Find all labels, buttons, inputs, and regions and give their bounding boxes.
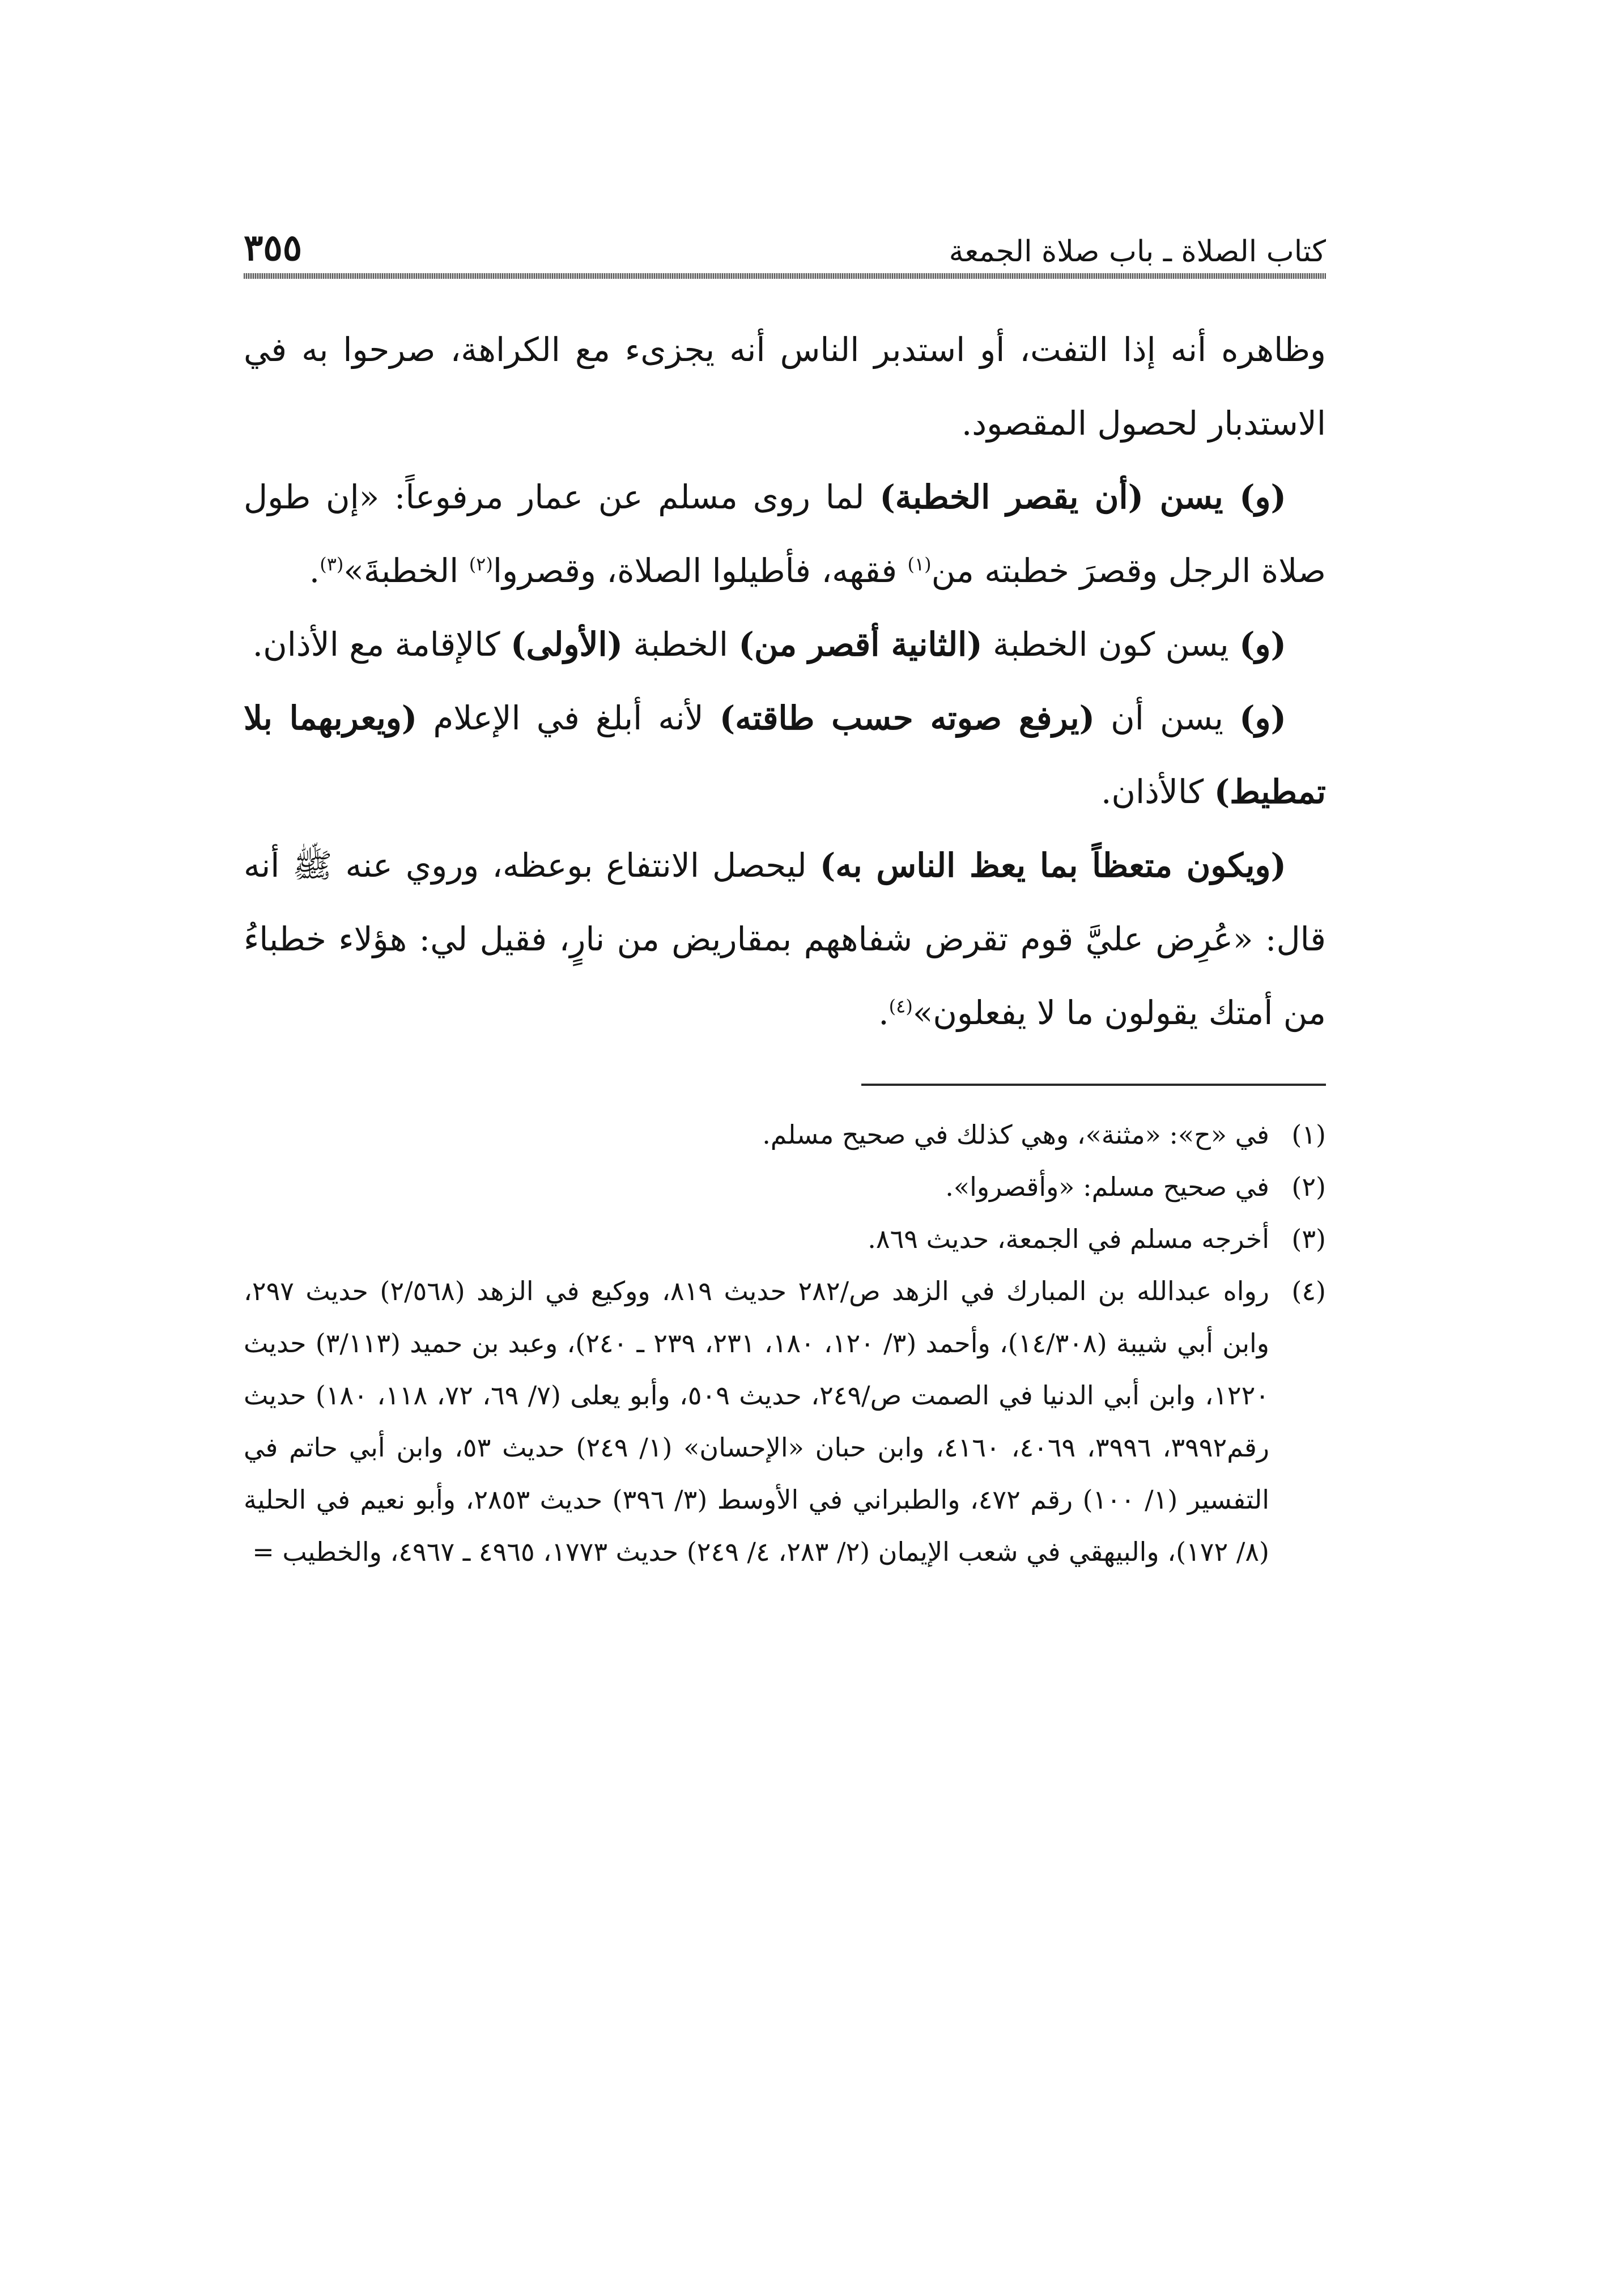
page-header bbox=[244, 215, 1326, 269]
paragraph bbox=[244, 681, 1326, 829]
commentary-text: يسن أن bbox=[1095, 699, 1240, 737]
footnote-number: (١) bbox=[1291, 1119, 1326, 1150]
matn-text: (ويعربهما بلا تمطيط) bbox=[244, 699, 1326, 811]
matn-text: (و) bbox=[1239, 625, 1286, 664]
footnote bbox=[244, 1265, 1326, 1578]
paragraph bbox=[244, 829, 1326, 1050]
footnote-divider bbox=[861, 1084, 1326, 1086]
footnote bbox=[244, 1213, 1326, 1265]
header-divider bbox=[244, 273, 1326, 279]
page-number: ٣٥٥ bbox=[244, 227, 303, 269]
footnote-ref: (٤) bbox=[888, 995, 913, 1017]
commentary-text: وظاهره أنه إذا التفت، أو استدبر الناس أنه يجزىء مع الكراهة، صرحوا به في الاستدبار لحصول المقصود. bbox=[244, 330, 1326, 443]
matn-text: (يرفع صوته حسب طاقته) bbox=[719, 699, 1095, 737]
matn-text: (الثانية أقصر من) bbox=[738, 625, 983, 664]
commentary-text: . bbox=[878, 993, 889, 1032]
commentary-text: ليحصل الانتفاع بوعظه، وروي عنه ﷺ أنه قال: «عُرِض عليَّ قوم تقرض شفاههم بمقاريض من نارٍ، فقيل لي: هؤلاء خطباءُ من أمتك يقولون ما لا يفعلون» bbox=[244, 846, 1326, 1032]
footnotes bbox=[244, 1109, 1326, 1578]
matn-text: (و) يسن bbox=[1143, 478, 1286, 516]
paragraph bbox=[244, 608, 1326, 681]
book-page bbox=[244, 215, 1326, 1578]
commentary-text: يسن كون الخطبة bbox=[982, 625, 1240, 664]
commentary-text: فقهه، فأطيلوا الصلاة، وقصروا bbox=[492, 551, 908, 590]
commentary-text: كالإقامة مع الأذان. bbox=[252, 625, 511, 664]
matn-text: (و) bbox=[1239, 699, 1286, 737]
footnote-number: (٣) bbox=[1291, 1224, 1326, 1254]
commentary-text: الخطبة bbox=[623, 625, 739, 664]
paragraph bbox=[244, 460, 1326, 608]
matn-text: (أن يقصر الخطبة) bbox=[879, 478, 1144, 516]
commentary-text: الخطبةَ» bbox=[343, 551, 469, 590]
footnote-text: رواه عبدالله بن المبارك في الزهد ص/٢٨٢ حديث ٨١٩، ووكيع في الزهد (٢/٥٦٨) حديث ٢٩٧، وابن أبي شيبة (١٤/٣٠٨)، وأحمد (٣/ ١٢٠، ١٨٠، ٢٣١، ٢٣٩ ـ ٢٤٠)، وعبد بن حميد (٣/١١٣) حديث ١٢٢٠، وابن أبي الدنيا في الصمت ص/٢٤٩، حديث ٥٠٩، وأبو يعلى (٧/ ٦٩، ٧٢، ١١٨، ١٨٠) حديث رقم٣٩٩٢، ٣٩٩٦، ٤٠٦٩، ٤١٦٠، وابن حبان «الإحسان» (١/ ٢٤٩) حديث ٥٣، وابن أبي حاتم في التفسير (١/ ١٠٠) رقم ٤٧٢، والطبراني في الأوسط (٣/ ٣٩٦) حديث ٢٨٥٣، وأبو نعيم في الحلية (٨/ ١٧٢)، والبيهقي في شعب الإيمان (٢/ ٢٨٣، ٤/ ٢٤٩) حديث ١٧٧٣، ٤٩٦٥ ـ ٤٩٦٧، والخطيب = bbox=[244, 1276, 1270, 1567]
footnote-number: (٤) bbox=[1291, 1276, 1326, 1306]
matn-text: (الأولى) bbox=[511, 625, 623, 664]
commentary-text: لأنه أبلغ في الإعلام bbox=[417, 699, 720, 737]
main-text bbox=[244, 313, 1326, 1050]
commentary-text: كالأذان. bbox=[1100, 772, 1214, 811]
commentary-text: لما روى مسلم عن عمار مرفوعاً: «إن طول صلاة الرجل وقصرَ خطبته من bbox=[244, 478, 1326, 590]
matn-text: (ويكون متعظاً بما يعظ الناس به) bbox=[819, 846, 1286, 885]
footnote-ref: (٣) bbox=[320, 553, 344, 575]
footnote bbox=[244, 1109, 1326, 1161]
footnote-text: أخرجه مسلم في الجمعة، حديث ٨٦٩. bbox=[868, 1224, 1269, 1254]
footnote bbox=[244, 1161, 1326, 1213]
footnote-ref: (١) bbox=[907, 553, 932, 575]
footnote-number: (٢) bbox=[1291, 1171, 1326, 1202]
running-title: كتاب الصلاة ـ باب صلاة الجمعة bbox=[949, 235, 1326, 269]
footnote-ref: (٢) bbox=[469, 553, 493, 575]
footnote-text: في صحيح مسلم: «وأقصروا». bbox=[945, 1171, 1269, 1202]
commentary-text: . bbox=[309, 551, 320, 590]
footnote-text: في «ح»: «مثنة»، وهي كذلك في صحيح مسلم. bbox=[762, 1119, 1269, 1150]
paragraph bbox=[244, 313, 1326, 460]
